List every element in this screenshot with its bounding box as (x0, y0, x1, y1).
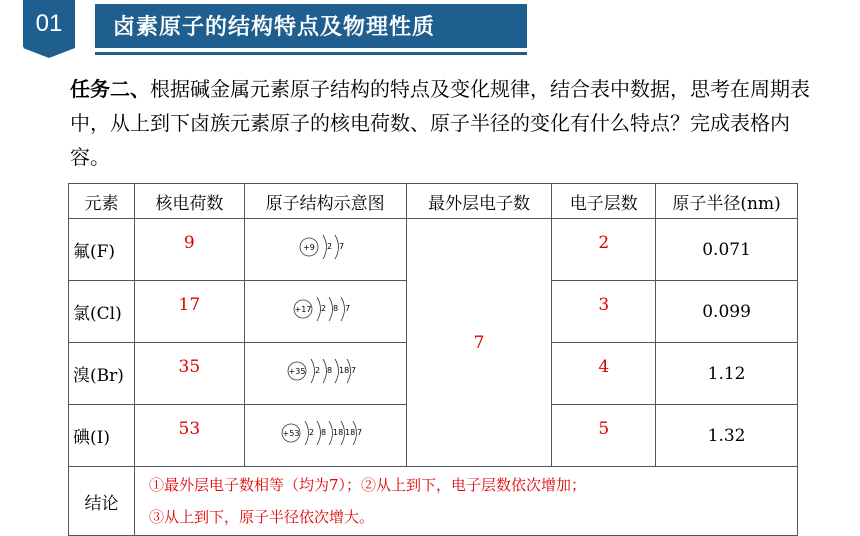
header-structure: 原子结构示意图 (244, 184, 406, 219)
atom-diagram (244, 281, 406, 343)
shell-electron-count: 8 (321, 428, 327, 437)
radius-value: 1.12 (656, 343, 798, 405)
atom-diagram (244, 405, 406, 467)
electron-shell-arc (317, 297, 321, 321)
charge-answer: 9 (134, 219, 244, 281)
header-layers: 电子层数 (552, 184, 656, 219)
atom-structure-diagram (283, 354, 367, 393)
title-bar (95, 4, 527, 48)
radius-value: 0.099 (656, 281, 798, 343)
page-title: 卤素原子的结构特点及物理性质 (113, 15, 436, 40)
element-name: 溴(Br) (69, 343, 135, 405)
shell-electron-count: 2 (321, 304, 327, 313)
atom-structure-diagram (289, 292, 361, 331)
conclusion-row (69, 467, 798, 536)
task-label: 任务二、 (70, 77, 150, 101)
nucleus-label: +17 (294, 305, 312, 314)
electron-shell-arc (323, 359, 327, 383)
shell-electron-count: 18 (339, 366, 350, 375)
conclusion-label: 结论 (69, 467, 135, 536)
halogen-table (68, 183, 798, 536)
layers-answer: 5 (552, 405, 656, 467)
electron-shell-arc (317, 421, 321, 445)
charge-answer: 17 (134, 281, 244, 343)
nucleus-label: +35 (288, 367, 306, 376)
shell-electron-count: 18 (345, 428, 356, 437)
title-underline (95, 52, 527, 55)
charge-answer: 53 (134, 405, 244, 467)
shell-electron-count: 18 (333, 428, 344, 437)
layers-answer: 4 (552, 343, 656, 405)
atom-diagram (244, 219, 406, 281)
task-paragraph (70, 72, 810, 174)
shell-electron-count: 7 (339, 242, 345, 251)
header-element: 元素 (69, 184, 135, 219)
header-outer-electrons: 最外层电子数 (406, 184, 552, 219)
outer-electrons-answer: 7 (406, 219, 552, 467)
table-row (69, 219, 798, 281)
shell-electron-count: 2 (315, 366, 321, 375)
charge-answer: 35 (134, 343, 244, 405)
element-name: 氯(Cl) (69, 281, 135, 343)
electron-shell-arc (335, 235, 339, 259)
section-number: 01 (35, 10, 63, 37)
radius-value: 1.32 (656, 405, 798, 467)
section-number-badge (23, 0, 75, 48)
electron-shell-arc (311, 359, 315, 383)
nucleus-label: +53 (282, 429, 300, 438)
electron-shell-arc (341, 297, 345, 321)
atom-diagram (244, 343, 406, 405)
element-name: 氟(F) (69, 219, 135, 281)
shell-electron-count: 7 (357, 428, 363, 437)
conclusion-text (134, 467, 797, 536)
shell-electron-count: 7 (351, 366, 357, 375)
header-charge: 核电荷数 (134, 184, 244, 219)
electron-shell-arc (323, 235, 327, 259)
nucleus-label: +9 (303, 243, 316, 252)
shell-electron-count: 7 (345, 304, 351, 313)
conclusion-line-2: ③从上到下，原子半径依次增大。 (148, 508, 374, 526)
conclusion-line-1: ①最外层电子数相等（均为7）；②从上到下，电子层数依次增加； (148, 476, 586, 494)
shell-electron-count: 2 (327, 242, 333, 251)
radius-value: 0.071 (656, 219, 798, 281)
atom-structure-diagram (277, 416, 373, 455)
element-name: 碘(I) (69, 405, 135, 467)
electron-shell-arc (305, 421, 309, 445)
task-text: 根据碱金属元素原子结构的特点及变化规律，结合表中数据，思考在周期表中，从上到下卤族元素原子的核电荷数、原子半径的变化有什么特点？完成表格内容。 (70, 77, 810, 169)
shell-electron-count: 2 (309, 428, 315, 437)
shell-electron-count: 8 (333, 304, 339, 313)
electron-shell-arc (329, 297, 333, 321)
table-header-row (69, 184, 798, 219)
atom-structure-diagram (295, 230, 355, 269)
electron-shell-arc (329, 421, 333, 445)
shell-electron-count: 8 (327, 366, 333, 375)
layers-answer: 3 (552, 281, 656, 343)
header-radius: 原子半径(nm) (656, 184, 798, 219)
electron-shell-arc (335, 359, 339, 383)
layers-answer: 2 (552, 219, 656, 281)
